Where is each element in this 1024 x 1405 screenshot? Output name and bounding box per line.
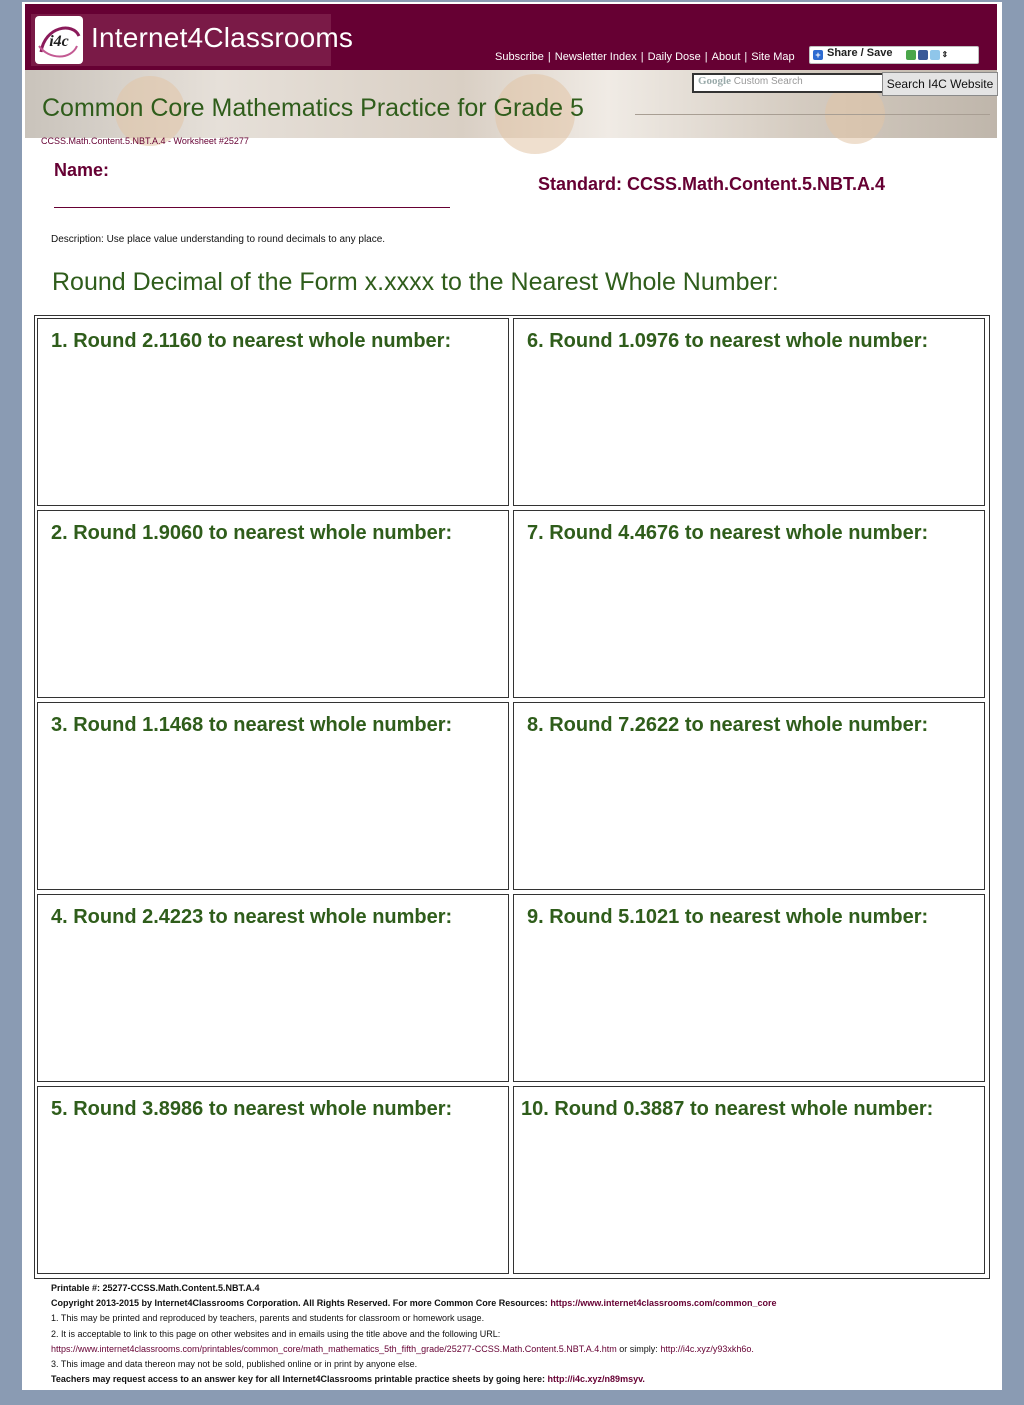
footer-note-3: 3. This image and data thereon may not be sold, published online or in print by anyone else. bbox=[51, 1359, 418, 1370]
name-line bbox=[54, 207, 450, 208]
question-cell bbox=[37, 318, 509, 506]
footer bbox=[51, 1281, 991, 1387]
nav-newsletter-index[interactable]: Newsletter Index bbox=[554, 51, 637, 63]
nav-separator: | bbox=[547, 51, 551, 63]
share-save-label: Share / Save bbox=[827, 47, 893, 59]
nav-about[interactable]: About bbox=[711, 51, 741, 63]
facebook-icon[interactable] bbox=[918, 50, 928, 60]
answer-key-link[interactable]: http://i4c.xyz/n89msyv. bbox=[547, 1374, 645, 1385]
nav-separator: | bbox=[640, 51, 644, 63]
share-refresh-icon[interactable] bbox=[906, 50, 916, 60]
search-input[interactable] bbox=[692, 73, 884, 93]
share-plus-icon: + bbox=[813, 50, 823, 60]
logo-text: Internet4Classrooms bbox=[91, 22, 354, 53]
logo-badge bbox=[35, 16, 83, 64]
question-text: 1. Round 2.1160 to nearest whole number: bbox=[51, 330, 452, 352]
question-text: 5. Round 3.8986 to nearest whole number: bbox=[51, 1098, 453, 1120]
footer-note-2: 2. It is acceptable to link to this page on other websites and in emails using the title above and the following URL: bbox=[51, 1328, 501, 1339]
common-core-link[interactable]: https://www.internet4classrooms.com/common_core bbox=[550, 1298, 777, 1309]
question-text: 10. Round 0.3887 to nearest whole number: bbox=[521, 1098, 934, 1120]
copyright-text: Copyright 2013-2015 by Internet4Classrooms Corporation. All Rights Reserved. For more Common Core Resources: bbox=[51, 1298, 548, 1309]
question-text: 6. Round 1.0976 to nearest whole number: bbox=[527, 330, 929, 352]
site-logo[interactable] bbox=[31, 14, 354, 66]
answer-key-text: Teachers may request access to an answer key for all Internet4Classrooms printable practice sheets by going here: bbox=[51, 1374, 546, 1385]
printable-number: Printable #: 25277-CCSS.Math.Content.5.NBT.A.4 bbox=[51, 1283, 260, 1293]
nav-separator: | bbox=[704, 51, 708, 63]
nav-daily-dose[interactable]: Daily Dose bbox=[647, 51, 701, 63]
search-button[interactable]: Search I4C Website bbox=[882, 72, 998, 96]
logo-swoosh-icon bbox=[35, 16, 83, 64]
question-grid bbox=[34, 315, 990, 1279]
question-cell bbox=[513, 510, 985, 698]
question-cell bbox=[37, 894, 509, 1082]
standard-label: Standard: CCSS.Math.Content.5.NBT.A.4 bbox=[538, 174, 886, 194]
worksheet-heading: Round Decimal of the Form x.xxxx to the Nearest Whole Number: bbox=[52, 268, 779, 296]
share-dropdown-icon[interactable]: ⇕ bbox=[941, 50, 949, 59]
breadcrumb[interactable]: CCSS.Math.Content.5.NBT.A.4 - Worksheet #25277 bbox=[41, 136, 249, 146]
footer-url-line bbox=[51, 1342, 991, 1357]
question-cell bbox=[513, 702, 985, 890]
description: Description: Use place value understanding to round decimals to any place. bbox=[51, 234, 386, 245]
url-or-text: or simply: bbox=[619, 1343, 658, 1354]
question-cell bbox=[37, 1086, 509, 1274]
site-header bbox=[25, 4, 997, 70]
question-text: 9. Round 5.1021 to nearest whole number: bbox=[527, 906, 929, 928]
logo-badge-text: i4c bbox=[49, 33, 69, 50]
question-text: 4. Round 2.4223 to nearest whole number: bbox=[51, 906, 453, 928]
banner bbox=[25, 70, 997, 138]
google-brand: Google bbox=[698, 75, 731, 87]
question-cell bbox=[513, 318, 985, 506]
question-cell bbox=[513, 894, 985, 1082]
answer-key-line bbox=[51, 1372, 991, 1387]
page-title: Common Core Mathematics Practice for Grade 5 bbox=[42, 94, 584, 122]
question-text: 3. Round 1.1468 to nearest whole number: bbox=[51, 714, 453, 736]
question-text: 2. Round 1.9060 to nearest whole number: bbox=[51, 522, 453, 544]
worksheet-url-link[interactable]: https://www.internet4classrooms.com/printables/common_core/math_mathematics_5th_fifth_grade/25277-CCSS.Math.Content.5.NBT.A.4.htm bbox=[51, 1343, 617, 1354]
search-placeholder: Custom Search bbox=[733, 76, 803, 87]
footer-note-1: 1. This may be printed and reproduced by teachers, parents and students for classroom or homework usage. bbox=[51, 1313, 485, 1324]
nav-site-map[interactable]: Site Map bbox=[751, 51, 795, 63]
title-divider bbox=[635, 114, 990, 115]
question-cell bbox=[37, 702, 509, 890]
question-text: 7. Round 4.4676 to nearest whole number: bbox=[527, 522, 929, 544]
top-nav bbox=[495, 51, 795, 63]
twitter-icon[interactable] bbox=[930, 50, 940, 60]
nav-separator: | bbox=[744, 51, 748, 63]
question-text: 8. Round 7.2622 to nearest whole number: bbox=[527, 714, 929, 736]
worksheet-page bbox=[22, 2, 1002, 1390]
question-cell bbox=[37, 510, 509, 698]
copyright-line bbox=[51, 1296, 991, 1311]
nav-subscribe[interactable]: Subscribe bbox=[495, 51, 544, 63]
share-save-button[interactable] bbox=[809, 46, 979, 64]
question-cell bbox=[513, 1086, 985, 1274]
name-label: Name: bbox=[54, 160, 110, 180]
short-url-link[interactable]: http://i4c.xyz/y93xkh6o. bbox=[660, 1343, 754, 1354]
